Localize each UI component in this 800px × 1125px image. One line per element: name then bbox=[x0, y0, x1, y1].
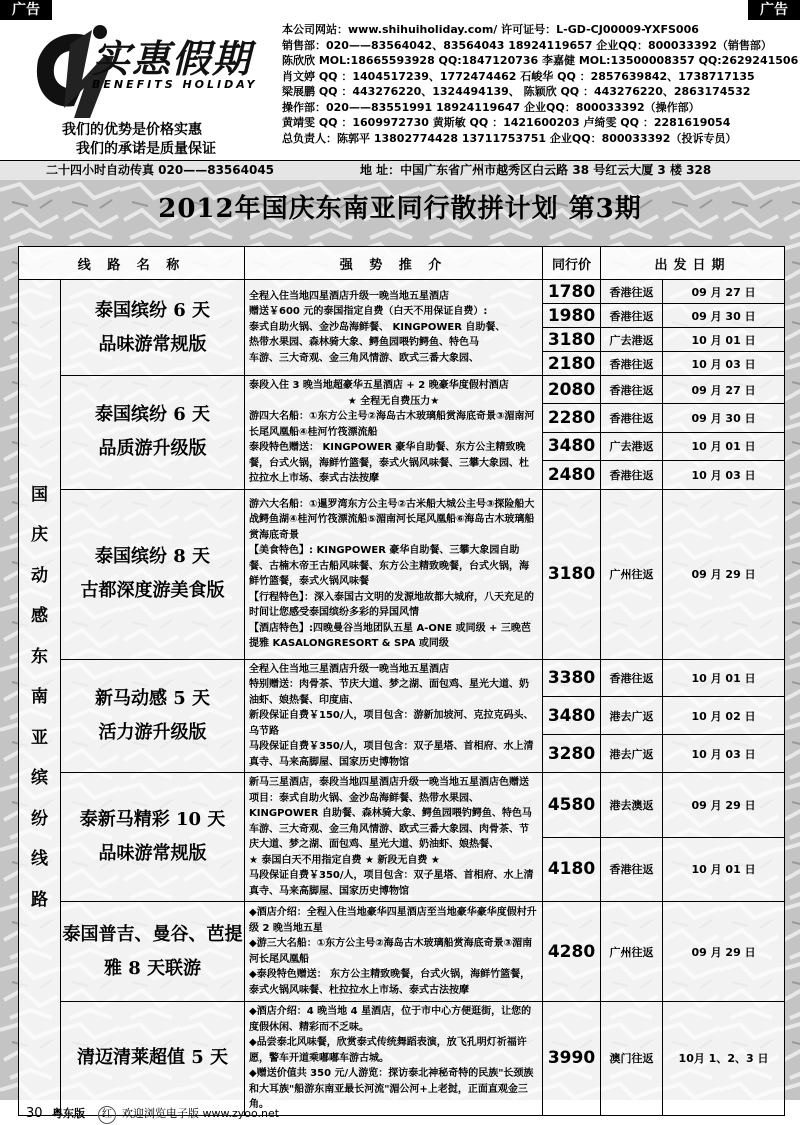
port-cell: 港去广返 bbox=[601, 697, 663, 735]
side-label: 国 庆 动 感 东 南 亚 缤 纷 线 路 bbox=[19, 280, 61, 1116]
price-cell: 2280 bbox=[543, 404, 601, 432]
table-header-row bbox=[19, 247, 785, 280]
date-cell: 10 月 03 日 bbox=[663, 461, 785, 489]
price-cell: 4280 bbox=[543, 902, 601, 1002]
route-name: 泰国缤纷 8 天 古都深度游美食版 bbox=[61, 489, 245, 659]
price-cell: 2480 bbox=[543, 461, 601, 489]
port-cell: 广去港返 bbox=[601, 328, 663, 352]
contact-line: 肖文婷 QQ ：1404517239、1772474462 石峻华 QQ ：2857639842、1738717135 bbox=[282, 69, 755, 83]
date-cell: 10 月 01 日 bbox=[663, 328, 785, 352]
ad-tag-right: 广告 bbox=[748, 0, 800, 20]
price-cell: 3280 bbox=[543, 735, 601, 773]
route-description: 新马三星酒店，泰段当地四星酒店升级一晚当地五星酒店色赠送项目：泰式自助火锅、金沙岛海鲜餐、热带水果园、 KINGPOWER 自助餐、森林骑大象、鳄鱼园喂钓鳄鱼、特色马车游、三大奇观、金三角风情游、欧式三番大象园、肉骨茶、节庆大道、梦之湖、面包鸡、星光大道、奶油虾、娘热餐、 ★ 泰国白天不用指定自费 ★ 新段无自费 ★ 马段保证自费￥350/人，项目包含：双子星塔、首相府、水上清真寺、马来高脚屋、国家历史博物馆 bbox=[245, 773, 543, 902]
price-cell: 3380 bbox=[543, 659, 601, 697]
page-title: 2012年国庆东南亚同行散拼计划 第3期 bbox=[158, 194, 642, 224]
brand-name: 实惠假期 bbox=[92, 36, 253, 81]
table-row bbox=[19, 659, 785, 697]
price-cell: 2080 bbox=[543, 376, 601, 404]
route-description: ◆酒店介绍：全程入住当地豪华四星酒店至当地豪华豪华度假村升级 2 晚当地五星 ◆游三大名船：①东方公主号②海岛古木玻璃船赏海底奇景③湄南河长尾风凰船 ◆泰段特色赠送： 东方公主精致晚餐，台式火锅，海鲜竹篮餐，泰式火锅风味餐、杜拉拉水上市场、泰式古法按摩 bbox=[245, 902, 543, 1002]
date-cell: 10 月 03 日 bbox=[663, 735, 785, 773]
port-cell: 香港往返 bbox=[601, 659, 663, 697]
footer-link[interactable]: 欢迎浏览电子版 www.zyoo.net bbox=[122, 1107, 280, 1120]
date-cell: 09 月 29 日 bbox=[663, 902, 785, 1002]
table-row bbox=[19, 280, 785, 304]
table-row bbox=[19, 1002, 785, 1116]
edition-label: 粤东版 bbox=[52, 1107, 85, 1120]
port-cell: 港去澳返 bbox=[601, 773, 663, 838]
price-cell: 2180 bbox=[543, 352, 601, 376]
badge-icon: 红 bbox=[98, 1106, 116, 1124]
date-cell: 10 月 01 日 bbox=[663, 659, 785, 697]
date-cell: 09 月 30 日 bbox=[663, 304, 785, 328]
port-cell: 香港往返 bbox=[601, 304, 663, 328]
ad-tag-left: 广告 bbox=[0, 0, 52, 20]
date-cell: 10 月 02 日 bbox=[663, 697, 785, 735]
port-cell: 香港往返 bbox=[601, 376, 663, 404]
route-description: 游六大名船：①暹罗湾东方公主号②古米船大城公主号③探险船大战鳄鱼湖④桂河竹筏漂流船⑤湄南河长尾风凰船⑥海岛古木玻璃船赏海底奇景 【美食特色】: KINGPOWER 豪华自助餐、三攀大象园自助餐、古楠木帝王古船风味餐、东方公主精致晚餐，台式火锅，海鲜竹篮餐，泰式火锅风味餐 【行程特色】：深入泰国古文明的发源地故都大城府，八天充足的时间让您感受泰国缤纷多彩的异国风情 【酒店特色】:四晚曼谷当地团队五星 A-ONE 或同级 + 三晚芭提雅 KASALONGRESORT & SPA 或同级 bbox=[245, 489, 543, 659]
date-cell: 09 月 29 日 bbox=[663, 489, 785, 659]
page-number: 30 bbox=[26, 1106, 43, 1121]
route-name: 泰国缤纷 6 天 品味游常规版 bbox=[61, 280, 245, 376]
price-cell: 3990 bbox=[543, 1002, 601, 1116]
price-cell: 1780 bbox=[543, 280, 601, 304]
route-name: 泰国普吉、曼谷、芭提 雅 8 天联游 bbox=[61, 902, 245, 1002]
header-feature: 强 势 推 介 bbox=[245, 247, 543, 280]
contact-line: 本公司网站：www.shihuiholiday.com/ 许可证号：L-GD-CJ00009-YXFS006 bbox=[282, 23, 699, 36]
contact-line: 黄靖雯 QQ ：1609972730 黄斯敏 QQ ：1421600203 卢绮雯 QQ ：2281619054 bbox=[282, 116, 731, 129]
slogan-2: 我们的承诺是质量保证 bbox=[76, 141, 216, 157]
contact-line: 操作部：020——83551991 18924119647 企业QQ：800033392（操作部） bbox=[282, 100, 700, 114]
route-table bbox=[18, 246, 785, 1116]
date-cell: 10 月 01 日 bbox=[663, 432, 785, 460]
company-address: 地 址：中国广东省广州市越秀区白云路 38 号红云大厦 3 楼 328 bbox=[360, 163, 712, 177]
port-cell: 广州往返 bbox=[601, 489, 663, 659]
price-cell: 3180 bbox=[543, 489, 601, 659]
route-description: 泰段入住 3 晚当地超豪华五星酒店 + 2 晚豪华度假村酒店 ★ 全程无自费压力★ 游四大名船：①东方公主号②海岛古木玻璃船赏海底奇景③湄南河长尾风凰船④桂河竹筏漂流船 泰段特色赠送： KINGPOWER 豪华自助餐、东方公主精致晚餐，台式火锅，海鲜竹篮餐，泰式火锅风味餐、三攀大象园、杜拉拉水上市场、泰式古法按摩 bbox=[245, 376, 543, 490]
route-description: 全程入住当地四星酒店升级一晚当地五星酒店 赠送￥600 元的泰国指定自费（白天不用保证自费）: 泰式自助火锅、金沙岛海鲜餐、 KINGPOWER 自助餐、 热带水果园、森林骑大象、鳄鱼园喂钓鳄鱼、特色马 车游、三大奇观、金三角风情游、欧式三番大象园、 bbox=[245, 280, 543, 376]
port-cell: 澳门往返 bbox=[601, 1002, 663, 1116]
header-price: 同行价 bbox=[543, 247, 601, 280]
price-cell: 4580 bbox=[543, 773, 601, 838]
contact-block bbox=[282, 22, 798, 146]
port-cell: 香港往返 bbox=[601, 837, 663, 902]
port-cell: 广州往返 bbox=[601, 902, 663, 1002]
date-cell: 10 月 03 日 bbox=[663, 352, 785, 376]
header-date: 出发日期 bbox=[601, 247, 785, 280]
port-cell: 香港往返 bbox=[601, 404, 663, 432]
contact-line: 陈欣欣 MOL:18665593928 QQ:1847120736 李嘉健 MOL:13500008357 QQ:2629241506 bbox=[282, 54, 799, 67]
slogan-1: 我们的优势是价格实惠 bbox=[62, 122, 202, 138]
port-cell: 香港往返 bbox=[601, 461, 663, 489]
contact-line: 梁展鹏 QQ ：443276220、1324494139、 陈颖欣 QQ ：443276220、2863174532 bbox=[282, 85, 751, 98]
contact-line: 总负责人：陈郭平 13802774428 13711753751 企业QQ：800033392（投诉专员） bbox=[282, 131, 737, 145]
port-cell: 香港往返 bbox=[601, 352, 663, 376]
price-cell: 3480 bbox=[543, 432, 601, 460]
route-name: 新马动感 5 天 活力游升级版 bbox=[61, 659, 245, 773]
date-cell: 09 月 27 日 bbox=[663, 376, 785, 404]
page-footer bbox=[0, 1103, 800, 1125]
table-row bbox=[19, 773, 785, 838]
fax-number: 二十四小时自动传真 020——83564045 bbox=[46, 163, 275, 177]
price-cell: 4180 bbox=[543, 837, 601, 902]
route-name: 清迈清莱超值 5 天 bbox=[61, 1002, 245, 1116]
header-route: 线 路 名 称 bbox=[19, 247, 245, 280]
date-cell: 09 月 27 日 bbox=[663, 280, 785, 304]
price-cell: 3480 bbox=[543, 697, 601, 735]
route-name: 泰国缤纷 6 天 品质游升级版 bbox=[61, 376, 245, 490]
port-cell: 广去港返 bbox=[601, 432, 663, 460]
fax-address-bar bbox=[0, 160, 800, 181]
port-cell: 香港往返 bbox=[601, 280, 663, 304]
table-row bbox=[19, 376, 785, 404]
route-description: 全程入住当地三星酒店升级一晚当地五星酒店 特别赠送：肉骨茶、节庆大道、梦之湖、面包鸡、星光大道、奶油虾、娘热餐、印度庙、 新段保证自费￥150/人，项目包含：游新加坡河、克拉克码头、乌节路 马段保证自费￥350/人，项目包含：双子星塔、首相府、水上清真寺、马来高脚屋、国家历史博物馆 bbox=[245, 659, 543, 773]
contact-line: 销售部：020——83564042、83564043 18924119657 企业QQ：800033392（销售部） bbox=[282, 38, 772, 52]
price-cell: 1980 bbox=[543, 304, 601, 328]
route-name: 泰新马精彩 10 天 品味游常规版 bbox=[61, 773, 245, 902]
date-cell: 09 月 30 日 bbox=[663, 404, 785, 432]
date-cell: 09 月 29 日 bbox=[663, 773, 785, 838]
brand-english: BENEFITS HOLIDAY bbox=[92, 78, 258, 91]
table-row bbox=[19, 902, 785, 1002]
table-row bbox=[19, 489, 785, 659]
date-cell: 10月 1、2、3 日 bbox=[663, 1002, 785, 1116]
price-cell: 3180 bbox=[543, 328, 601, 352]
date-cell: 10 月 01 日 bbox=[663, 837, 785, 902]
port-cell: 港去广返 bbox=[601, 735, 663, 773]
route-description: ◆酒店介绍：4 晚当地 4 星酒店，位于市中心方便逛街，让您的度假休闲、精彩而不乏味。 ◆品尝泰北风味餐，欣赏泰式传统舞蹈表演，放飞孔明灯祈福许愿，警车开道乘嘟嘟车游古城。 ◆赠送价值共 350 元/人游览：探访泰北神秘奇特的民族"长颈族和大耳族"船游东南亚最长河流"湄公河+上老挝，正面直观金三角。 bbox=[245, 1002, 543, 1116]
